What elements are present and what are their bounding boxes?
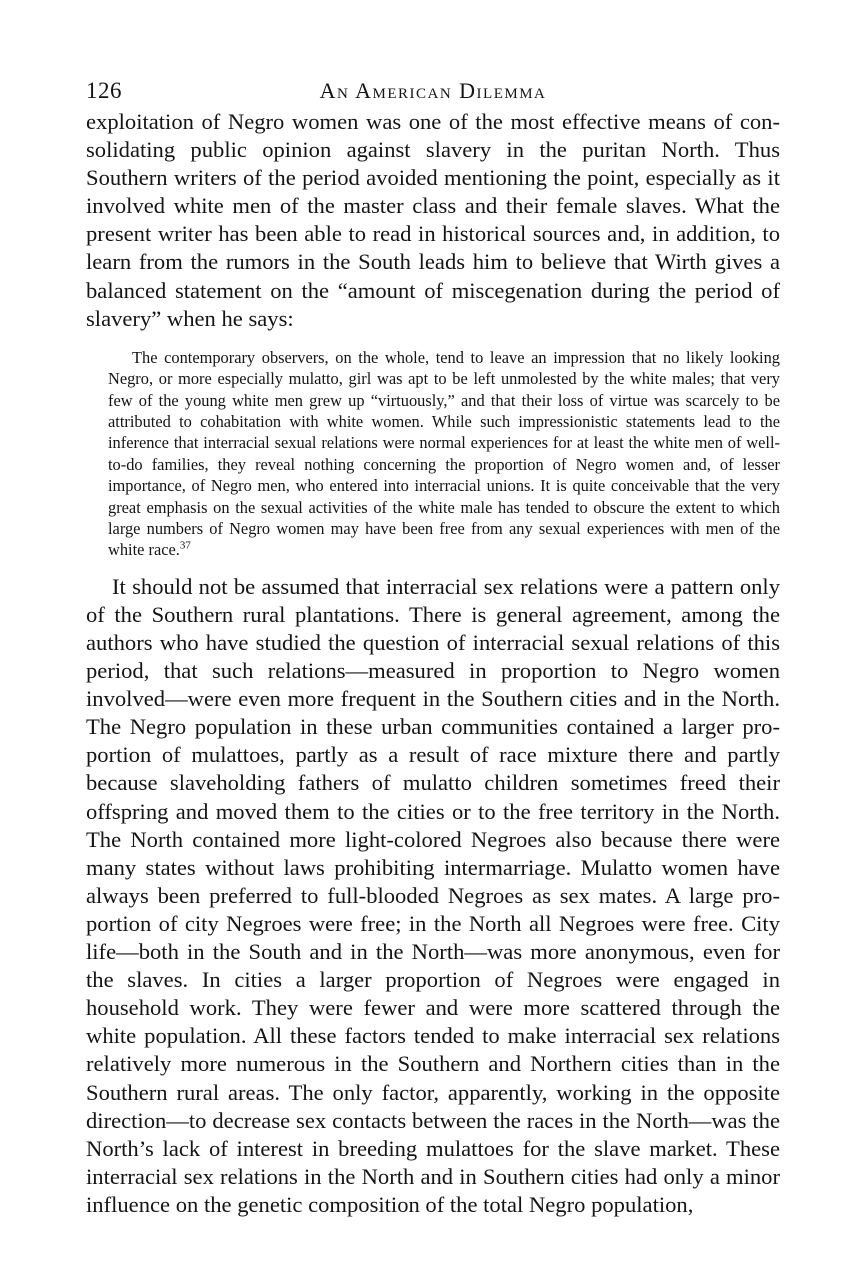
opening-paragraph: exploitation of Negro women was one of the most effective means of consolidating public opinion against slavery in the puritan North. Thus Southern writers of the period avoided mentioning the point, especially as it involved white men of the master class and their female slaves. What the present writer has been able to read in historical sources and, in addition, to learn from the rumors in the South leads him to believe that Wirth gives a balanced statement on the “amount of miscegenation during the period of slavery” when he says: — [86, 109, 780, 331]
book-page — [86, 76, 780, 1219]
main-paragraph: It should not be assumed that interracial sex relations were a pattern only of the Southern rural plantations. There is general agreement, among the authors who have studied the question of interracial sexual relations of this period, that such relations—measured in proportion to Negro women involved—were even more frequent in the Southern cities and in the North. The Negro population in these urban communities contained a larger proportion of mulattoes, partly as a result of race mixture there and partly because slaveholding fathers of mulatto children sometimes freed their offspring and moved them to the cities or to the free territory in the North. The North contained more light-colored Negroes also because there were many states without laws prohibiting intermarriage. Mulatto women have always been preferred to full-blooded Negroes as sex mates. A large proportion of city Negroes were free; in the North all Negroes were free. City life—both in the South and in the North—was more anonymous, even for the slaves. In cities a larger proportion of Negroes were engaged in household work. They were fewer and were more scattered through the white population. All these factors tended to make interracial sex relations relatively more numerous in the Southern and Northern cities than in the Southern rural areas. The only factor, apparently, working in the opposite direction—to decrease sex contacts between the races in the North—was the North’s lack of interest in breeding mulattoes for the slave market. These interracial sex relations in the North and in Southern cities had only a minor influence on the genetic composition of the total Negro population, — [86, 573, 780, 1217]
quotation-text: The contemporary observers, on the whole, tend to leave an impression that no likely looking Negro, or more especially mulatto, girl was apt to be left unmolested by the white males; that very few of the young white men grew up “virtuously,” and that their loss of virtue was scarcely to be attributed to cohabitation with white women. While such impressionistic statements lead to the inference that interracial sexual relations were normal experiences for at least the white men of well-to-do families, they reveal nothing concerning the proportion of Negro women and, of lesser importance, of Negro men, who entered into interracial unions. It is quite conceivable that the very great emphasis on the sexual activities of the white male has tended to obscure the extent to which large numbers of Negro women may have been free from any sexual experiences with men of the white race. — [108, 347, 780, 560]
running-head — [86, 76, 780, 108]
book-title: An American Dilemma — [319, 78, 547, 103]
page-number: 126 — [86, 78, 122, 103]
wirth-quotation — [108, 347, 780, 561]
footnote-reference[interactable]: 37 — [179, 539, 191, 552]
